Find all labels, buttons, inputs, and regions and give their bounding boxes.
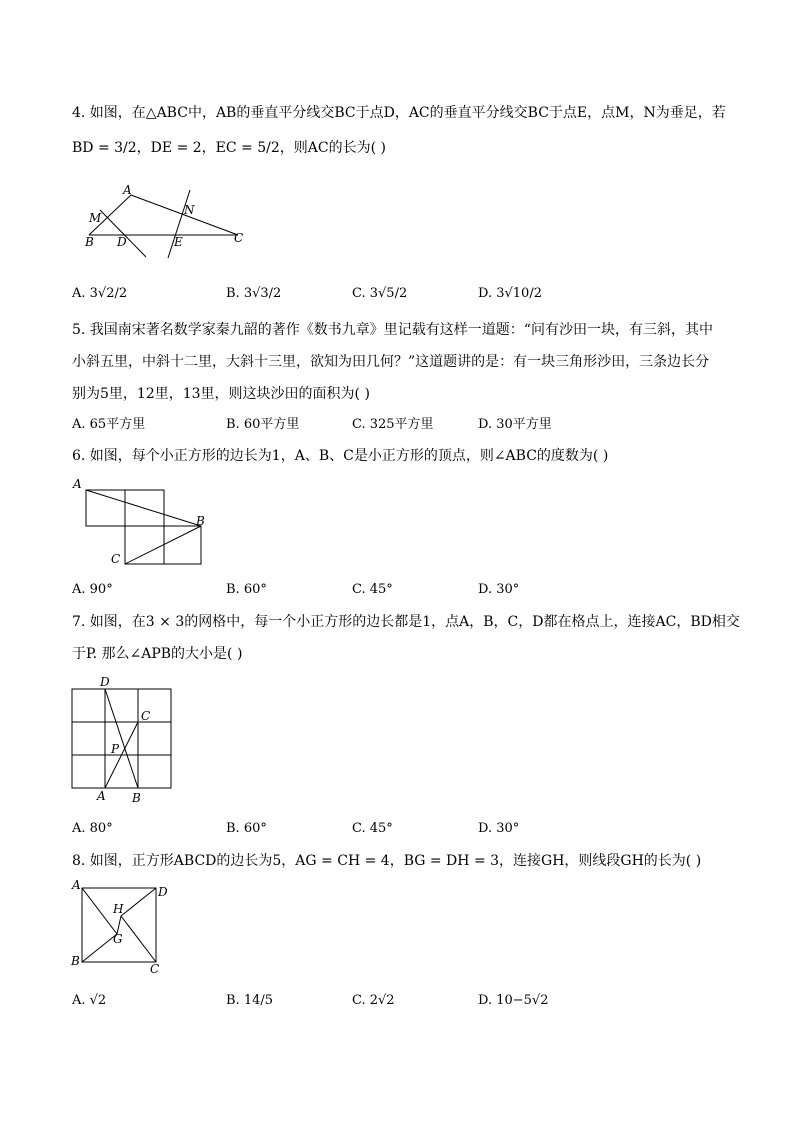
q4-option-b[interactable]: B. 3√3/2 bbox=[226, 286, 282, 301]
q6-option-a[interactable]: A. 90° bbox=[72, 582, 113, 597]
q4-label-b: B bbox=[85, 235, 94, 249]
q8-stem-line1: 8. 如图，正方形ABCD的边长为5，AG = CH = 4，BG = DH = 3，连接GH，则线段GH的长为( ) bbox=[72, 853, 702, 869]
q5-option-d[interactable]: D. 30平方里 bbox=[478, 417, 552, 432]
q5-option-c[interactable]: C. 325平方里 bbox=[352, 417, 434, 432]
q8-segment-ch bbox=[121, 916, 156, 962]
q8-option-b[interactable]: B. 14/5 bbox=[226, 993, 274, 1008]
q8-segment-dh bbox=[121, 888, 156, 916]
q4-option-a[interactable]: A. 3√2/2 bbox=[72, 286, 128, 301]
q7-label-b: B bbox=[132, 791, 141, 805]
q8-label-g: G bbox=[113, 932, 123, 946]
q5-stem-line1: 5. 我国南宋著名数学家秦九韶的著作《数书九章》里记载有这样一道题：“问有沙田一块，有三斜，其中 bbox=[72, 322, 713, 338]
q8-label-a: A bbox=[72, 878, 81, 892]
q7-grid-figure bbox=[66, 672, 178, 807]
q4-label-m: M bbox=[89, 211, 102, 225]
q8-label-d: D bbox=[158, 885, 168, 899]
q8-segment-bg bbox=[82, 934, 117, 962]
q7-stem-line2: 于P. 那么∠APB的大小是( ) bbox=[72, 646, 243, 662]
q6-label-c: C bbox=[111, 552, 121, 566]
q4-label-c: C bbox=[234, 231, 244, 245]
q7-label-d: D bbox=[100, 675, 110, 689]
q8-label-h: H bbox=[113, 902, 124, 916]
q6-segment-cb bbox=[125, 526, 201, 564]
q8-label-c: C bbox=[150, 962, 160, 976]
q6-segment-ab bbox=[86, 490, 201, 526]
q4-label-a: A bbox=[123, 183, 132, 197]
q4-label-e: E bbox=[174, 235, 183, 249]
q8-segment-ag bbox=[82, 888, 117, 934]
q7-option-b[interactable]: B. 60° bbox=[226, 821, 267, 836]
q5-stem-line2: 小斜五里，中斜十二里，大斜十三里，欲知为田几何？”这道题讲的是：有一块三角形沙田，三条边长分 bbox=[72, 354, 710, 370]
q5-option-b[interactable]: B. 60平方里 bbox=[226, 417, 300, 432]
q4-option-c[interactable]: C. 3√5/2 bbox=[352, 286, 408, 301]
q6-grid-figure bbox=[70, 474, 215, 572]
q6-option-d[interactable]: D. 30° bbox=[478, 582, 520, 597]
q4-option-d[interactable]: D. 3√10/2 bbox=[478, 286, 542, 301]
q5-option-a[interactable]: A. 65平方里 bbox=[72, 417, 146, 432]
q5-stem-line3: 别为5里，12里，13里，则这块沙田的面积为( ) bbox=[72, 386, 370, 402]
q8-square-figure bbox=[68, 876, 172, 976]
q4-triangle-figure bbox=[80, 180, 255, 265]
q4-stem-line2: BD = 3/2，DE = 2，EC = 5/2，则AC的长为( ) bbox=[72, 140, 386, 156]
q6-option-b[interactable]: B. 60° bbox=[226, 582, 267, 597]
q4-label-n: N bbox=[184, 203, 195, 217]
q7-segment-bd bbox=[105, 689, 138, 788]
q7-option-c[interactable]: C. 45° bbox=[352, 821, 393, 836]
q7-label-p: P bbox=[111, 742, 120, 756]
q7-stem-line1: 7. 如图，在3 × 3的网格中，每一个小正方形的边长都是1，点A，B，C，D都在格点上，连接AC，BD相交 bbox=[72, 614, 740, 630]
q8-option-d[interactable]: D. 10−5√2 bbox=[478, 993, 549, 1008]
q7-option-d[interactable]: D. 30° bbox=[478, 821, 520, 836]
q4-bisector-ab bbox=[100, 210, 146, 257]
q4-stem-line1: 4. 如图，在△ABC中，AB的垂直平分线交BC于点D，AC的垂直平分线交BC于点E，点M，N为垂足，若 bbox=[72, 105, 726, 121]
q8-option-a[interactable]: A. √2 bbox=[72, 993, 107, 1008]
q7-option-a[interactable]: A. 80° bbox=[72, 821, 113, 836]
q6-label-a: A bbox=[73, 477, 82, 491]
q8-label-b: B bbox=[71, 954, 80, 968]
q6-label-b: B bbox=[196, 514, 205, 528]
q4-label-d: D bbox=[117, 235, 127, 249]
q7-label-a: A bbox=[97, 789, 106, 803]
q6-option-c[interactable]: C. 45° bbox=[352, 582, 393, 597]
q6-stem-line1: 6. 如图，每个小正方形的边长为1，A、B、C是小正方形的顶点，则∠ABC的度数为( ) bbox=[72, 448, 609, 464]
q8-option-c[interactable]: C. 2√2 bbox=[352, 993, 395, 1008]
q7-label-c: C bbox=[141, 709, 151, 723]
